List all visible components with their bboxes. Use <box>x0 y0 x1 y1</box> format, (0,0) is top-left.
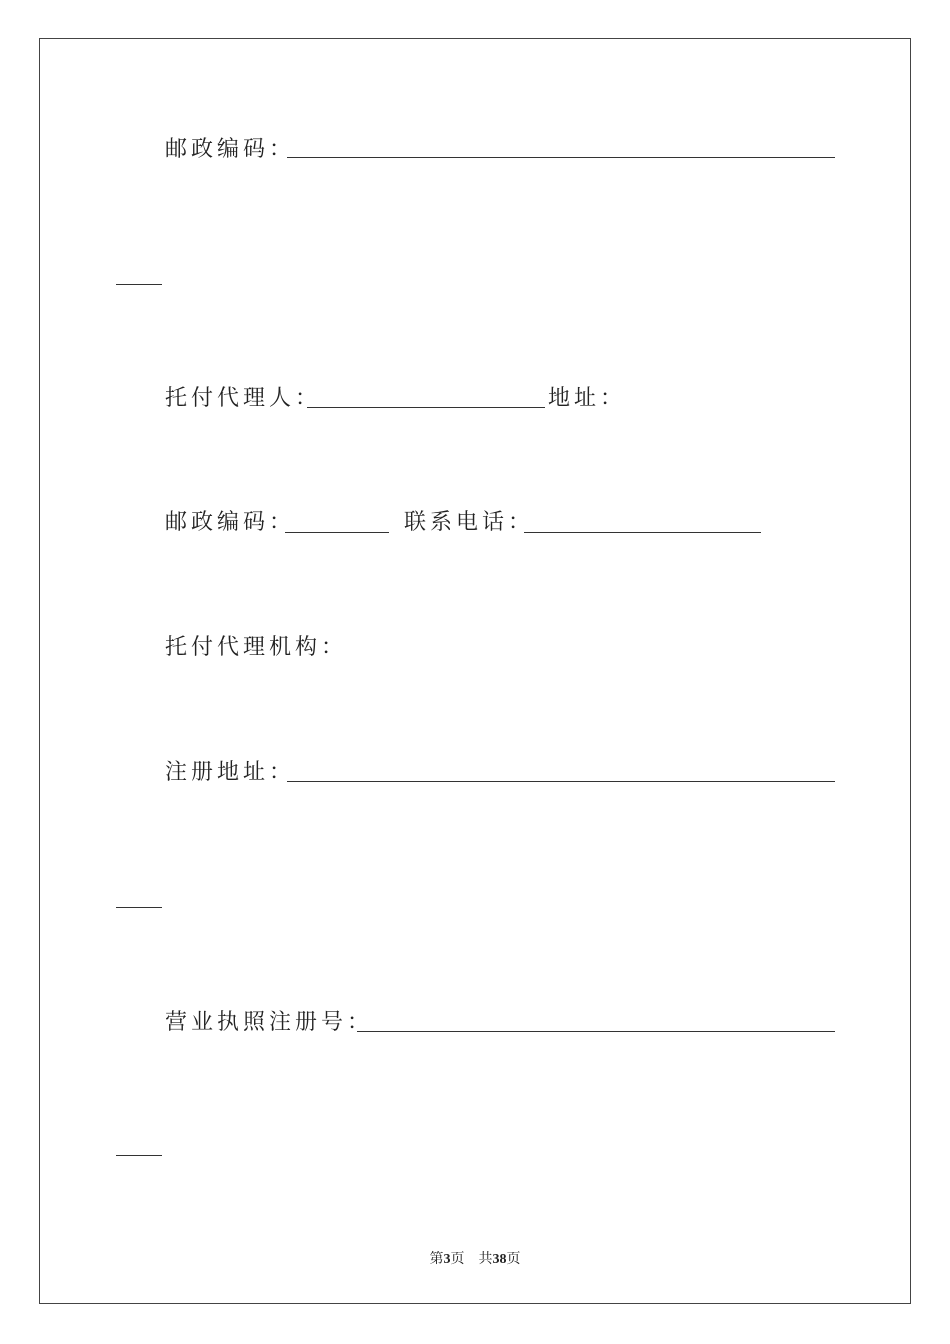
registered-address-blank[interactable] <box>287 781 835 782</box>
total-pages-number: 38 <box>492 1252 507 1267</box>
agent-blank[interactable] <box>307 407 545 408</box>
page-frame <box>39 38 911 1304</box>
footer-total-prefix: 共 <box>478 1252 493 1267</box>
address-label: 地址： <box>548 386 627 411</box>
current-page-number: 3 <box>443 1252 451 1267</box>
page-footer <box>0 1248 950 1268</box>
license-blank-continued[interactable] <box>116 1155 162 1156</box>
phone-blank[interactable] <box>524 532 761 533</box>
license-label: 营业执照注册号： <box>165 1010 374 1035</box>
agent-label: 托付代理人： <box>165 386 322 411</box>
agency-label: 托付代理机构： <box>165 635 348 660</box>
postcode-blank-2[interactable] <box>285 532 389 533</box>
footer-total-unit: 页 <box>506 1252 521 1267</box>
phone-label: 联系电话： <box>404 510 535 535</box>
postcode-blank-1[interactable] <box>287 157 835 158</box>
registered-address-label: 注册地址： <box>165 760 296 785</box>
postcode-label-1: 邮政编码： <box>165 137 296 162</box>
footer-page-unit: 页 <box>450 1252 465 1267</box>
footer-prefix: 第 <box>429 1252 444 1267</box>
registered-address-blank-continued[interactable] <box>116 907 162 908</box>
license-blank[interactable] <box>357 1031 835 1032</box>
postcode-label-2: 邮政编码： <box>165 510 296 535</box>
postcode-blank-1-continued[interactable] <box>116 284 162 285</box>
